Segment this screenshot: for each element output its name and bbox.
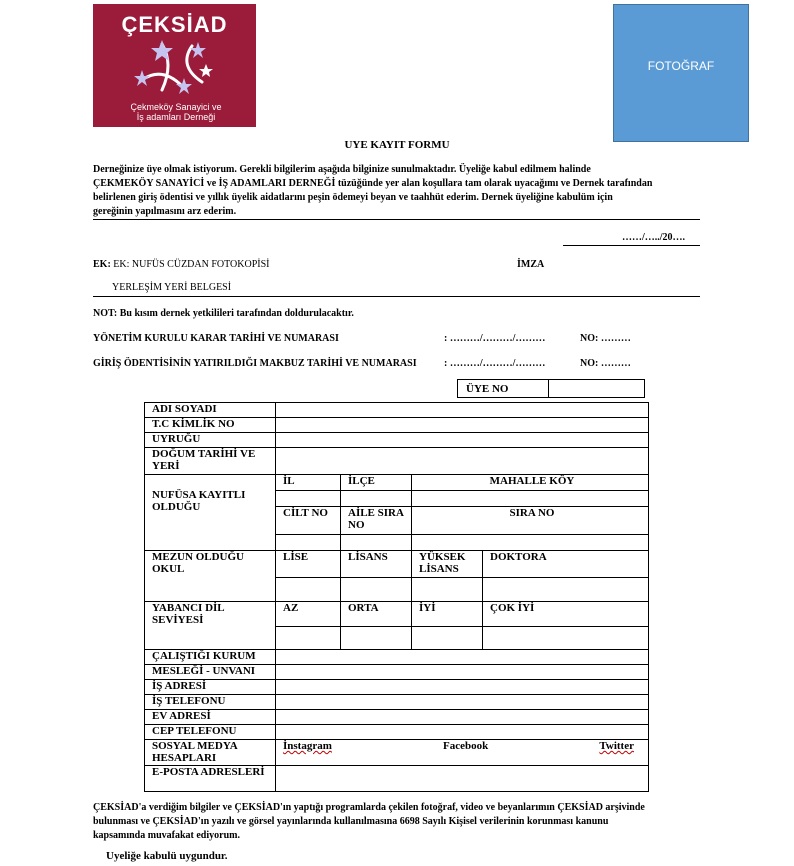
label-language: YABANCI DİL SEVİYESİ (145, 602, 276, 650)
logo-subtitle-line1: Çekmeköy Sanayici ve (130, 102, 222, 112)
board-decision-no[interactable] (580, 333, 631, 344)
member-no-box (457, 379, 645, 398)
consent-line-2: bulunması ve ÇEKSİAD'ın yazılı ve görsel yayınlarında kullanılmasına 6698 Sayılı Kişisel verilerinin korunması kanunu (93, 816, 609, 827)
label-tc-id: T.C KİMLİK NO (145, 418, 276, 433)
social-twitter: Twitter (599, 740, 634, 752)
logo-subtitle (101, 102, 251, 122)
input-il[interactable] (276, 491, 341, 507)
intro-line-4: gereğinin yapılmasını arz ederim. (93, 206, 237, 217)
attachment-2: YERLEŞİM YERİ BELGESİ (112, 282, 232, 293)
header-il: İL (276, 475, 341, 491)
fee-no-value: ……… (600, 358, 631, 369)
input-mobile[interactable] (276, 725, 649, 740)
divider-2 (93, 296, 700, 297)
signature-label: İMZA (517, 259, 545, 270)
board-no-value: ……… (600, 333, 631, 344)
input-work-phone[interactable] (276, 695, 649, 710)
header-doktora: DOKTORA (483, 551, 649, 578)
header-az: AZ (276, 602, 341, 627)
member-no-input[interactable] (549, 380, 645, 398)
input-home-address[interactable] (276, 710, 649, 725)
input-cok-iyi[interactable] (483, 627, 649, 650)
input-sira-no[interactable] (412, 535, 649, 551)
intro-line-2: ÇEKMEKÖY SANAYİCİ ve İŞ ADAMLARI DERNEĞİ tüzüğünde yer alan koşullara tam olarak uyacağımı ve Dernek tarafından (93, 178, 653, 189)
label-job: MESLEĞİ - UNVANI (145, 665, 276, 680)
input-aile-sira-no[interactable] (341, 535, 412, 551)
board-no-label: NO: (580, 333, 599, 344)
date-underline (563, 245, 700, 246)
input-name[interactable] (276, 403, 649, 418)
input-job[interactable] (276, 665, 649, 680)
header-mahalle: MAHALLE KÖY (412, 475, 649, 491)
attachment-1: EK: EK: NUFÜS CÜZDAN FOTOKOPİSİ (93, 259, 270, 270)
input-lise[interactable] (276, 578, 341, 602)
label-social-media: SOSYAL MEDYA HESAPLARI (145, 740, 276, 766)
intro-line-3: belirlenen giriş ödentisi ve yıllık üyelik aidatlarını peşin ödemeyi beyan ve taahhüt ederim. Dernek üyeliğine kabulüm için (93, 192, 613, 203)
label-registry: NUFÜSA KAYITLI OLDUĞU (145, 475, 276, 551)
social-instagram: İnstagram (283, 740, 332, 752)
input-ilce[interactable] (341, 491, 412, 507)
label-education: MEZUN OLDUĞU OKUL (145, 551, 276, 602)
header-aile-sira-no: AİLE SIRA NO (341, 507, 412, 535)
header-yuksek-lisans: YÜKSEK LİSANS (412, 551, 483, 578)
input-iyi[interactable] (412, 627, 483, 650)
label-email: E-POSTA ADRESLERİ (145, 766, 276, 792)
header-cok-iyi: ÇOK İYİ (483, 602, 649, 627)
label-birth: DOĞUM TARİHİ VE YERİ (145, 448, 276, 475)
input-birth[interactable] (276, 448, 649, 475)
label-nationality: UYRUĞU (145, 433, 276, 448)
consent-paragraph (93, 801, 713, 843)
input-workplace[interactable] (276, 650, 649, 665)
input-email[interactable] (276, 766, 649, 792)
date-field[interactable]: ……/…../20…. (622, 232, 686, 243)
intro-line-1: Derneğinize üye olmak istiyorum. Gerekli bilgilerim aşağıda bilginize sunulmaktadır. Üyeliğe kabul edilmem halinde (93, 164, 591, 175)
member-no-label: ÜYE NO (458, 380, 549, 398)
header-lise: LİSE (276, 551, 341, 578)
consent-line-3: kapsamında muvafakat ediyorum. (93, 830, 240, 841)
input-az[interactable] (276, 627, 341, 650)
social-facebook: Facebook (443, 740, 489, 752)
form-title: UYE KAYIT FORMU (344, 139, 450, 151)
input-work-address[interactable] (276, 680, 649, 695)
label-mobile: CEP TELEFONU (145, 725, 276, 740)
input-mahalle[interactable] (412, 491, 649, 507)
logo-stars-icon (132, 36, 216, 100)
intro-paragraph (93, 163, 708, 219)
header-sira-no: SIRA NO (412, 507, 649, 535)
logo-subtitle-line2: İş adamları Derneği (136, 112, 216, 122)
header-cilt-no: CİLT NO (276, 507, 341, 535)
board-decision-date[interactable]: : ………/………/……… (444, 333, 546, 344)
label-work-address: İŞ ADRESİ (145, 680, 276, 695)
input-lisans[interactable] (341, 578, 412, 602)
fee-receipt-label: GİRİŞ ÖDENTİSİNİN YATIRILDIĞI MAKBUZ TARİHİ VE NUMARASI (93, 358, 417, 369)
input-tc-id[interactable] (276, 418, 649, 433)
divider-1 (93, 219, 700, 220)
header-iyi: İYİ (412, 602, 483, 627)
header-orta: ORTA (341, 602, 412, 627)
fee-receipt-date[interactable]: : ………/………/……… (444, 358, 546, 369)
input-social-media[interactable] (276, 740, 649, 766)
board-decision-label: YÖNETİM KURULU KARAR TARİHİ VE NUMARASI (93, 333, 339, 344)
attachment-1-text: EK: NUFÜS CÜZDAN FOTOKOPİSİ (113, 259, 270, 270)
input-nationality[interactable] (276, 433, 649, 448)
label-name: ADI SOYADI (145, 403, 276, 418)
ceksiad-logo (93, 4, 256, 127)
fee-no-label: NO: (580, 358, 599, 369)
photo-label: FOTOĞRAF (647, 59, 715, 73)
input-doktora[interactable] (483, 578, 649, 602)
registration-table (144, 402, 649, 792)
official-note: NOT: Bu kısım dernek yetkilileri tarafından doldurulacaktır. (93, 308, 354, 319)
approval-text: Uyeliğe kabulü uygundur. (106, 850, 228, 862)
consent-line-1: ÇEKSİAD'a verdiğim bilgiler ve ÇEKSİAD'ın yaptığı programlarda çekilen fotoğraf, video ve beyanlarımın ÇEKSİAD arşivinde (93, 802, 645, 813)
photo-box[interactable] (613, 4, 749, 142)
input-orta[interactable] (341, 627, 412, 650)
header-lisans: LİSANS (341, 551, 412, 578)
label-work-phone: İŞ TELEFONU (145, 695, 276, 710)
header-ilce: İLÇE (341, 475, 412, 491)
label-home-address: EV ADRESİ (145, 710, 276, 725)
label-workplace: ÇALIŞTIĞI KURUM (145, 650, 276, 665)
logo-name: ÇEKSİAD (121, 12, 228, 37)
input-yuksek-lisans[interactable] (412, 578, 483, 602)
input-cilt-no[interactable] (276, 535, 341, 551)
fee-receipt-no[interactable] (580, 358, 631, 369)
